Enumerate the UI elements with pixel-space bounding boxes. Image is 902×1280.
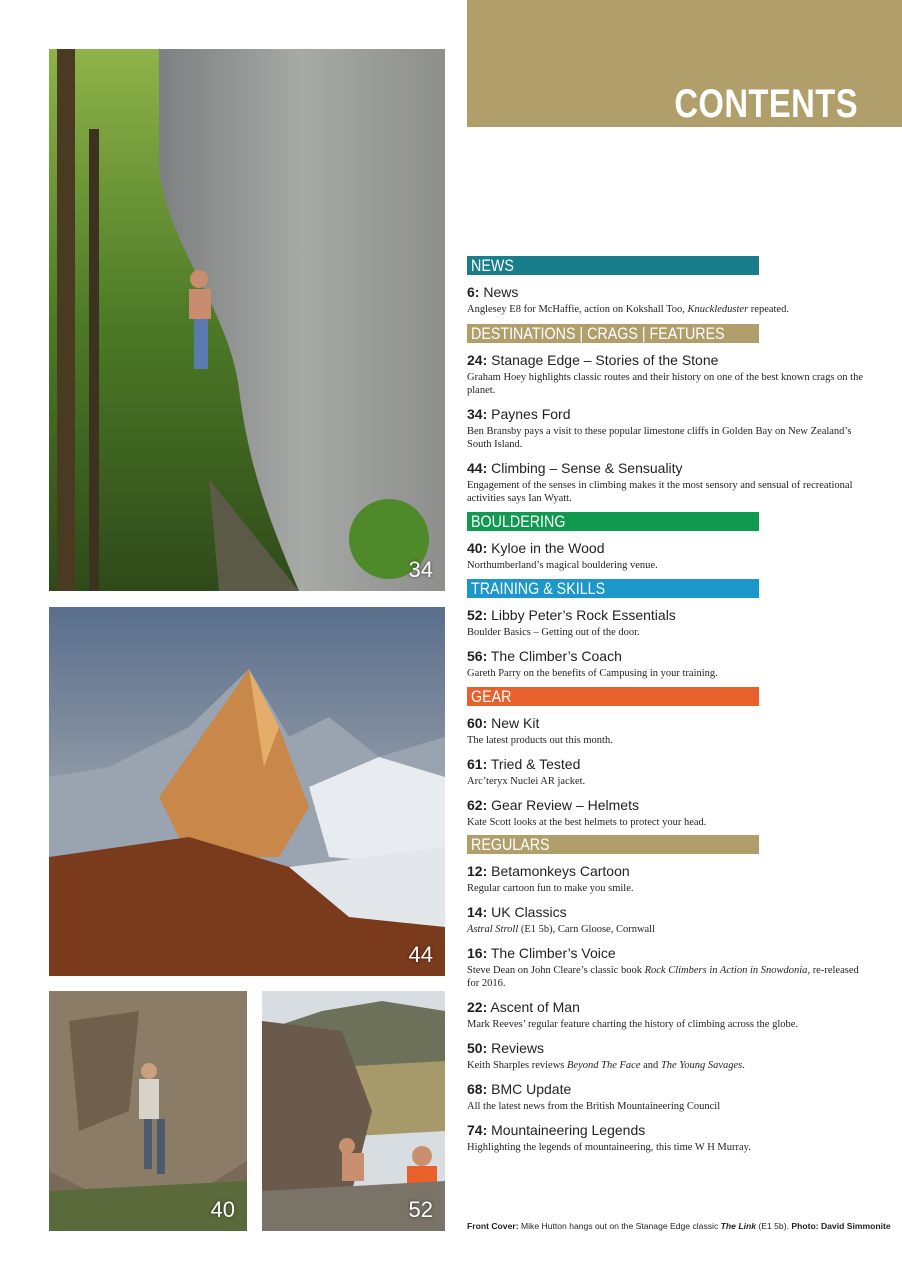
credit-text: The Link — [720, 1221, 756, 1231]
contents-banner — [467, 0, 902, 127]
entry-title-text: Stanage Edge – Stories of the Stone — [491, 352, 719, 368]
entry-title-text: Gear Review – Helmets — [491, 797, 639, 813]
front-cover-credit — [467, 1221, 891, 1232]
entry-title — [467, 539, 867, 557]
toc-entry[interactable] — [467, 998, 867, 1031]
entry-page-number: 56: — [467, 648, 488, 664]
description-text: Graham Hoey highlights classic routes and their history on one of the best known crags on the planet. — [467, 372, 863, 396]
boulderer-image — [49, 991, 247, 1231]
description-text: The latest products out this month. — [467, 735, 613, 746]
entry-title-text: Reviews — [491, 1040, 545, 1056]
entry-title — [467, 1080, 867, 1098]
section-bouldering — [467, 512, 867, 572]
entry-page-number: 16: — [467, 945, 488, 961]
entry-description — [467, 734, 867, 747]
toc-entry[interactable] — [467, 351, 867, 397]
description-text: Arc’teryx Nuclei AR jacket. — [467, 776, 586, 787]
section-heading-label: BOULDERING — [471, 512, 566, 531]
entry-description — [467, 923, 867, 936]
entry-title-text: News — [483, 284, 519, 300]
entry-description — [467, 816, 867, 829]
entry-description — [467, 1141, 867, 1154]
entry-title — [467, 903, 867, 921]
entry-title-text: UK Classics — [491, 904, 567, 920]
entry-description — [467, 964, 867, 990]
description-text: Kate Scott looks at the best helmets to protect your head. — [467, 817, 707, 828]
entry-page-number: 34: — [467, 406, 488, 422]
description-text: . — [742, 1060, 745, 1071]
description-text: Gareth Parry on the benefits of Campusing in your training. — [467, 668, 718, 679]
entry-page-number: 50: — [467, 1040, 488, 1056]
description-text: Regular cartoon fun to make you smile. — [467, 883, 634, 894]
entry-title-text: Ascent of Man — [490, 999, 580, 1015]
entry-title-text: Kyloe in the Wood — [491, 540, 605, 556]
entry-title-text: The Climber’s Voice — [490, 945, 616, 961]
toc-entry[interactable] — [467, 539, 867, 572]
toc-entry[interactable] — [467, 1080, 867, 1113]
description-italic-text: Knuckleduster — [687, 304, 749, 315]
entry-description — [467, 1018, 867, 1031]
toc-entry[interactable] — [467, 647, 867, 680]
section-heading — [467, 687, 759, 706]
entry-description — [467, 479, 867, 505]
entry-title — [467, 1121, 867, 1139]
entry-title-text: Betamonkeys Cartoon — [491, 863, 630, 879]
entry-description — [467, 667, 867, 680]
section-heading-label: GEAR — [471, 687, 512, 706]
entry-title — [467, 283, 867, 301]
section-heading — [467, 835, 759, 854]
credit-text: (E1 5b). — [756, 1221, 792, 1231]
description-text: Northumberland’s magical bouldering venue. — [467, 560, 658, 571]
section-heading-label: TRAINING & SKILLS — [471, 579, 606, 598]
description-text: Engagement of the senses in climbing makes it the most sensory and sensual of recreational activities says Ian Wyatt. — [467, 480, 853, 504]
section-heading — [467, 512, 759, 531]
entry-title — [467, 647, 867, 665]
description-text: Steve Dean on John Cleare’s classic book — [467, 965, 645, 976]
toc-entry[interactable] — [467, 606, 867, 639]
entry-title-text: The Climber’s Coach — [490, 648, 622, 664]
entry-page-number: 61: — [467, 756, 488, 772]
toc-entry[interactable] — [467, 405, 867, 451]
description-italic-text: Rock Climbers in Action in Snowdonia — [644, 965, 808, 976]
entry-page-number: 62: — [467, 797, 488, 813]
section-news — [467, 256, 867, 316]
entry-description — [467, 1059, 867, 1072]
section-heading-label: DESTINATIONS | CRAGS | FEATURES — [471, 324, 725, 343]
photo-boulderer — [49, 991, 247, 1231]
section-heading — [467, 579, 759, 598]
description-text: All the latest news from the British Mountaineering Council — [467, 1101, 721, 1112]
photo-boulderer-spotter — [262, 991, 445, 1231]
toc-entry[interactable] — [467, 903, 867, 936]
table-of-contents — [467, 256, 867, 1154]
entry-page-number: 40: — [467, 540, 488, 556]
toc-entry[interactable] — [467, 944, 867, 990]
entry-description — [467, 425, 867, 451]
toc-entry[interactable] — [467, 1121, 867, 1154]
description-italic-text: Beyond The Face — [567, 1060, 641, 1071]
section-destinations-crags-features — [467, 324, 867, 505]
description-text: , re-released for 2016. — [467, 965, 859, 989]
page-title: CONTENTS — [674, 82, 858, 126]
entry-title — [467, 755, 867, 773]
section-heading-label: REGULARS — [471, 835, 550, 854]
photo-climber-wall — [49, 49, 445, 591]
description-text: Boulder Basics – Getting out of the door. — [467, 627, 640, 638]
entry-title — [467, 714, 867, 732]
entry-page-number: 22: — [467, 999, 488, 1015]
entry-page-number: 6: — [467, 284, 480, 300]
section-heading — [467, 324, 759, 343]
credit-text: Mike Hutton hangs out on the Stanage Edge classic — [518, 1221, 721, 1231]
entry-title — [467, 862, 867, 880]
entry-description — [467, 303, 867, 316]
toc-entry[interactable] — [467, 1039, 867, 1072]
entry-description — [467, 882, 867, 895]
entry-title-text: Tried & Tested — [490, 756, 581, 772]
description-text: repeated. — [748, 304, 789, 315]
entry-title — [467, 351, 867, 369]
credit-text: Photo: David Simmonite — [791, 1221, 891, 1231]
entry-description — [467, 775, 867, 788]
entry-title-text: New Kit — [491, 715, 540, 731]
entry-title-text: Libby Peter’s Rock Essentials — [491, 607, 676, 623]
toc-entry[interactable] — [467, 862, 867, 895]
mountain-peak-image — [49, 607, 445, 976]
page-number-52: 52 — [408, 1197, 433, 1222]
description-text: Anglesey E8 for McHaffie, action on Kokshall Too, — [467, 304, 688, 315]
toc-entry[interactable] — [467, 796, 867, 829]
entry-title — [467, 459, 867, 477]
credit-text: Front Cover: — [467, 1221, 519, 1231]
toc-entry[interactable] — [467, 459, 867, 505]
entry-description — [467, 1100, 867, 1113]
description-italic-text: Astral Stroll — [467, 924, 519, 935]
section-regulars — [467, 835, 867, 1154]
section-heading — [467, 256, 759, 275]
photo-mountain-peak — [49, 607, 445, 976]
boulderer-spotter-image — [262, 991, 445, 1231]
description-text: Keith Sharples reviews — [467, 1060, 568, 1071]
toc-entry[interactable] — [467, 714, 867, 747]
section-gear — [467, 687, 867, 829]
entry-title — [467, 1039, 867, 1057]
entry-page-number: 12: — [467, 863, 488, 879]
entry-page-number: 74: — [467, 1122, 488, 1138]
page-number-34: 34 — [408, 557, 433, 582]
entry-title — [467, 796, 867, 814]
entry-page-number: 14: — [467, 904, 488, 920]
entry-title-text: Mountaineering Legends — [491, 1122, 646, 1138]
climber-wall-image — [49, 49, 445, 591]
entry-title — [467, 606, 867, 624]
entry-title — [467, 405, 867, 423]
page-number-40: 40 — [210, 1197, 235, 1222]
description-text: (E1 5b), Carn Gloose, Cornwall — [518, 924, 656, 935]
description-text: Ben Bransby pays a visit to these popular limestone cliffs in Golden Bay on New Zealand’s South Island. — [467, 426, 852, 450]
entry-page-number: 24: — [467, 352, 488, 368]
entry-page-number: 60: — [467, 715, 488, 731]
entry-title — [467, 998, 867, 1016]
description-text: Mark Reeves’ regular feature charting the history of climbing across the globe. — [467, 1019, 799, 1030]
page-number-44: 44 — [408, 942, 433, 967]
toc-entry[interactable] — [467, 755, 867, 788]
entry-description — [467, 626, 867, 639]
entry-page-number: 68: — [467, 1081, 488, 1097]
description-text: Highlighting the legends of mountaineering, this time W H Murray. — [467, 1142, 751, 1153]
entry-title-text: BMC Update — [491, 1081, 572, 1097]
entry-description — [467, 559, 867, 572]
description-text: and — [640, 1060, 661, 1071]
description-italic-text: The Young Savages — [660, 1060, 743, 1071]
entry-page-number: 44: — [467, 460, 488, 476]
entry-description — [467, 371, 867, 397]
section-training-skills — [467, 579, 867, 680]
entry-page-number: 52: — [467, 607, 488, 623]
entry-title — [467, 944, 867, 962]
entry-title-text: Paynes Ford — [491, 406, 571, 422]
toc-entry[interactable] — [467, 283, 867, 316]
section-heading-label: NEWS — [471, 256, 514, 275]
entry-title-text: Climbing – Sense & Sensuality — [491, 460, 683, 476]
